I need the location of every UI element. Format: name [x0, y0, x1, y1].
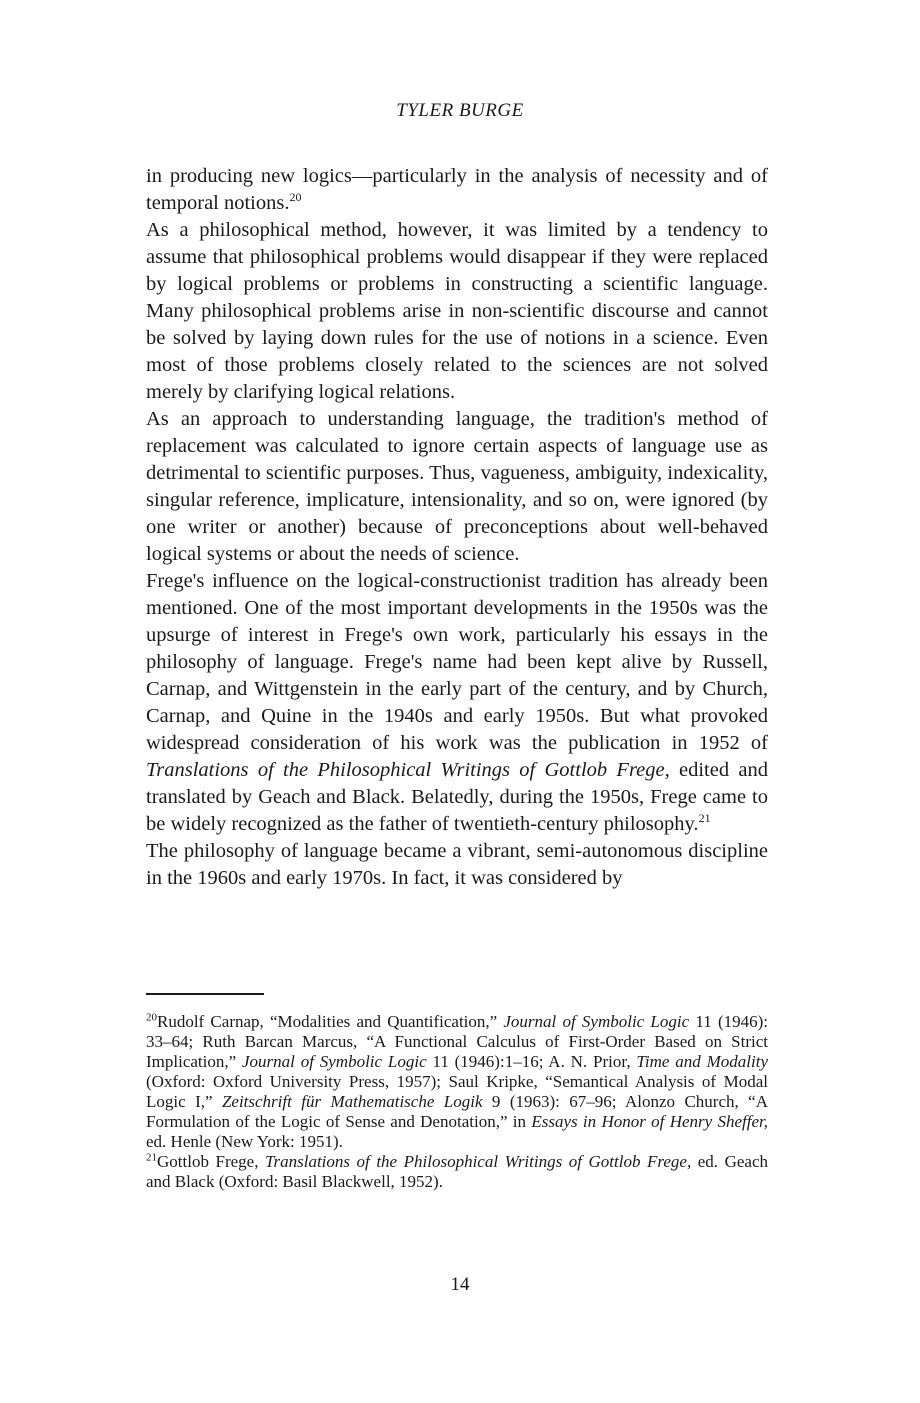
- footnote-20-text-2: 11 (1946): 33–64; Ruth Barcan Marcus, “A Functional Calculus of First-Order Based on Strict Implication,”: [146, 1012, 768, 1071]
- footnote-21-italic-1: Translations of the Philosophical Writings of Gottlob Frege,: [264, 1152, 692, 1171]
- paragraph-4-text-b: edited and translated by Geach and Black. Belatedly, during the 1950s, Frege came to be widely recognized as the father of twentieth-century philosophy.: [146, 759, 768, 835]
- footnote-21-text-1: Gottlob Frege,: [157, 1152, 265, 1171]
- paragraph-3: As an approach to understanding language, the tradition's method of replacement was calculated to ignore certain aspects of language use as detrimental to scientific purposes. Thus, vagueness, ambiguity, indexicality, singular reference, implicature, intensionality, and so on, were ignored (by one writer or another) because of preconceptions about well-behaved logical systems or about the needs of science.: [146, 408, 768, 565]
- footnote-20-italic-1: Journal of Symbolic Logic: [503, 1012, 690, 1031]
- body-text: [146, 163, 768, 892]
- footnote-20-italic-5: Essays in Honor of Henry Sheffer,: [531, 1112, 769, 1131]
- footnote-20-number: 20: [146, 1011, 157, 1024]
- running-head: TYLER BURGE: [396, 100, 524, 121]
- footnote-21-number: 21: [146, 1151, 157, 1164]
- footnote-20-text-5: 9 (1963): 67–96; Alonzo Church, “A Formulation of the Logic of Sense and Denotation,” in: [146, 1092, 768, 1131]
- footnote-20-text-6: ed. Henle (New York: 1951).: [146, 1132, 343, 1151]
- footnote-21-text-2: ed. Geach and Black (Oxford: Basil Blackwell, 1952).: [146, 1152, 769, 1191]
- paragraph-5: The philosophy of language became a vibrant, semi-autonomous discipline in the 1960s and early 1970s. In fact, it was considered by: [146, 840, 768, 889]
- footnote-20-italic-4: Zeitschrift für Mathematische Logik: [221, 1092, 483, 1111]
- footnote-rule: [146, 993, 264, 995]
- footnote-ref-21: 21: [698, 811, 711, 826]
- paragraph-2: As a philosophical method, however, it was limited by a tendency to assume that philosophical problems would disappear if they were replaced by logical problems or problems in constructing a scientific language. Many philosophical problems arise in non-scientific discourse and cannot be solved by laying down rules for the use of notions in a science. Even most of those problems closely related to the sciences are not solved merely by clarifying logical relations.: [146, 219, 768, 403]
- footnote-20-text-3: 11 (1946):1–16; A. N. Prior,: [426, 1052, 637, 1071]
- footnote-20-italic-3: Time and Modality: [636, 1052, 768, 1071]
- paragraph-4: [146, 568, 768, 838]
- paragraph-1-text: in producing new logics—particularly in the analysis of necessity and of temporal notions.: [146, 165, 768, 214]
- footnote-21: [146, 1152, 768, 1192]
- footnote-20-italic-2: Journal of Symbolic Logic: [242, 1052, 427, 1071]
- paragraph-4-book-title: Translations of the Philosophical Writings of Gottlob Frege,: [146, 759, 670, 781]
- page-number: 14: [450, 1274, 470, 1295]
- footnotes: [146, 1012, 768, 1192]
- paragraph-1: [146, 163, 768, 217]
- footnote-ref-20: 20: [289, 190, 302, 205]
- footnote-20-text-1: Rudolf Carnap, “Modalities and Quantification,”: [157, 1012, 504, 1031]
- footnote-20-text-4: (Oxford: Oxford University Press, 1957); Saul Kripke, “Semantical Analysis of Modal Logic I,”: [146, 1072, 768, 1111]
- footnote-20: [146, 1012, 768, 1152]
- paragraph-4-text-a: Frege's influence on the logical-constructionist tradition has already been mentioned. One of the most important developments in the 1950s was the upsurge of interest in Frege's own work, particularly his essays in the philosophy of language. Frege's name had been kept alive by Russell, Carnap, and Wittgenstein in the early part of the century, and by Church, Carnap, and Quine in the 1940s and early 1950s. But what provoked widespread consideration of his work was the publication in 1952 of: [146, 570, 768, 754]
